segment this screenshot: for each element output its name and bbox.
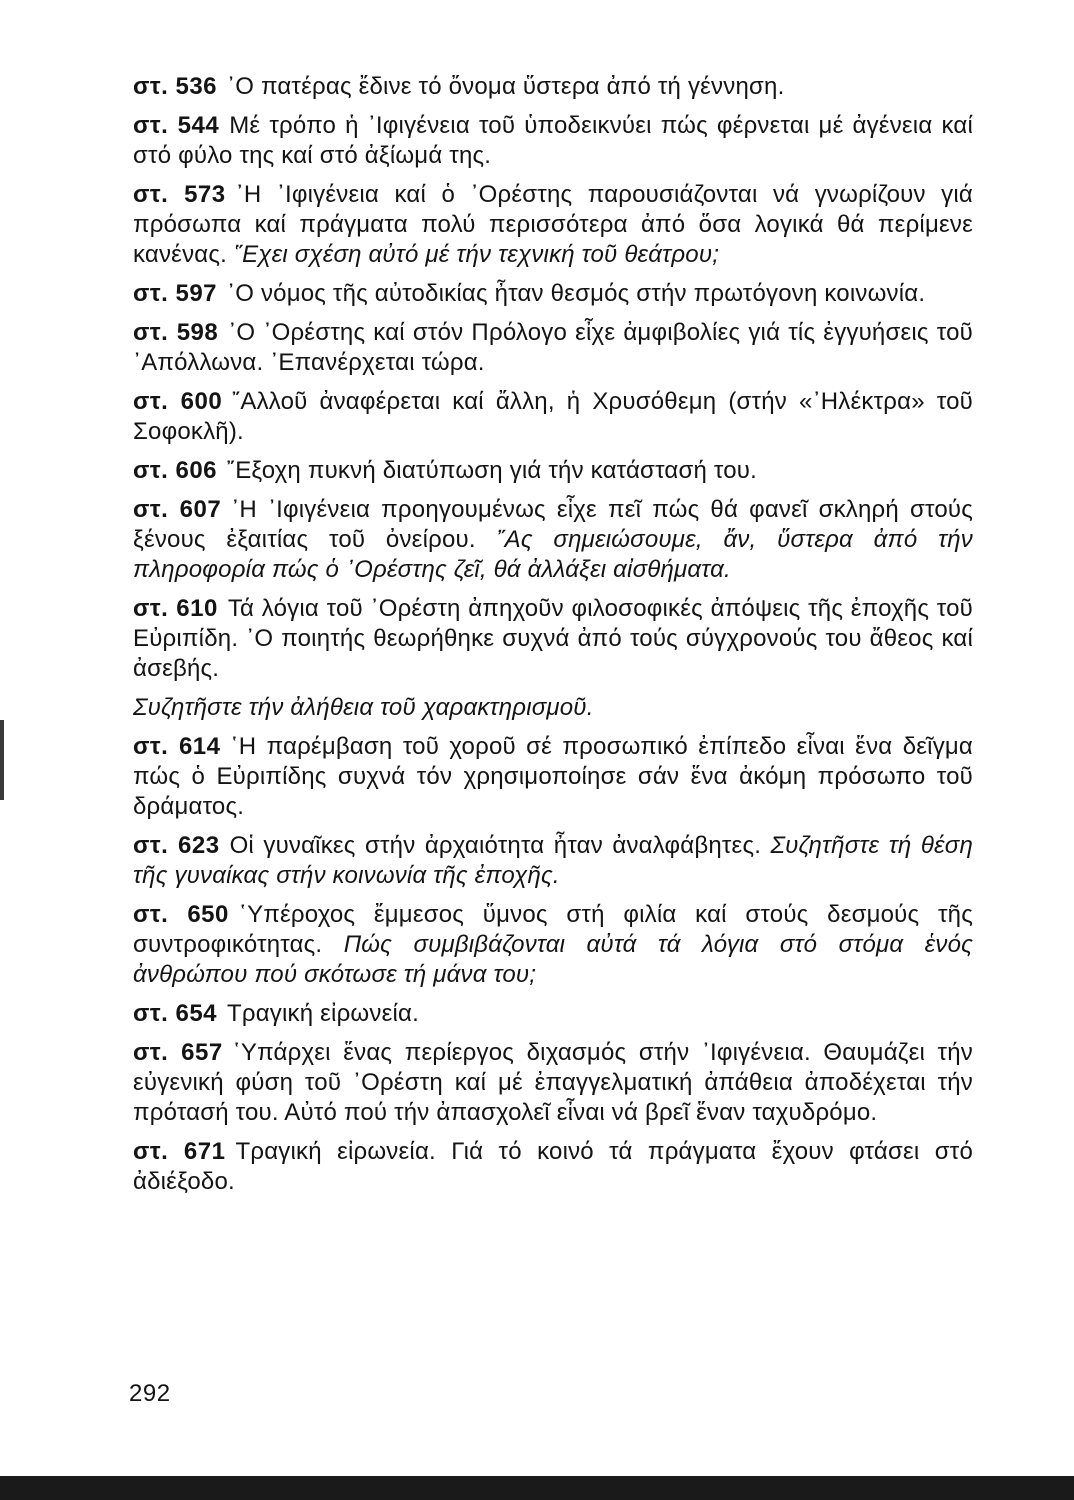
- verse-label: στ. 623: [133, 832, 220, 859]
- verse-label: στ. 598: [133, 319, 219, 346]
- note-text: ῎Αλλοῦ ἀναφέρεται καί ἄλλη, ἡ Χρυσόθεμη (στήν «᾽Ηλέκτρα» τοῦ Σοφοκλῆ).: [133, 388, 973, 445]
- note-italic-question: ῞Εχει σχέση αὐτό μέ τήν τεχνική τοῦ θεάτρου;: [233, 241, 720, 268]
- note-text: ᾽Ο ᾽Ορέστης καί στόν Πρόλογο εἶχε ἀμφιβολίες γιά τίς ἐγγυήσεις τοῦ ᾽Απόλλωνα. ᾽Επανέρχεται τώρα.: [133, 319, 973, 376]
- note-657: [133, 1038, 973, 1128]
- note-650: [133, 900, 973, 990]
- verse-label: στ. 650: [133, 901, 229, 928]
- note-607: [133, 495, 973, 585]
- verse-label: στ. 607: [133, 496, 222, 523]
- note-text: Οἱ γυναῖκες στήν ἀρχαιότητα ἦταν ἀναλφάβητες.: [229, 832, 762, 859]
- page-number: 292: [129, 1380, 171, 1407]
- note-text: ᾽Η ᾽Ιφιγένεια προηγουμένως εἶχε πεῖ πώς θά φανεῖ σκληρή στούς ξένους ἐξαιτίας τοῦ ὀνείρου.: [133, 496, 973, 553]
- note-italic-question: Συζητῆστε τή θέση τῆς γυναίκας στήν κοινωνία τῆς ἐποχῆς.: [133, 832, 973, 889]
- note-598: [133, 318, 973, 378]
- note-654: [133, 999, 973, 1029]
- note-text: ῾Η παρέμβαση τοῦ χοροῦ σέ προσωπικό ἐπίπεδο εἶναι ἕνα δεῖγμα πώς ὁ Εὐριπίδης συχνά τόν χρησιμοποίησε σάν ἕνα ἀκόμη πρόσωπο τοῦ δράματος.: [133, 733, 973, 820]
- note-italic-question: Πώς συμβιβάζονται αὐτά τά λόγια στό στόμα ἑνός ἀνθρώπου πού σκότωσε τή μάνα του;: [133, 931, 973, 988]
- note-text: ῾Υπάρχει ἕνας περίεργος διχασμός στήν ᾽Ιφιγένεια. Θαυμάζει τήν εὐγενική φύση τοῦ ᾽Ορέστη καί μέ ἐπαγγελματική ἀπάθεια ἀποδέχεται τήν πρότασή του. Αὐτό πού τήν ἀπασχολεῖ εἶναι νά βρεῖ ἕναν ταχυδρόμο.: [133, 1039, 973, 1126]
- verse-label: στ. 606: [133, 457, 218, 484]
- verse-label: στ. 573: [133, 181, 226, 208]
- note-573: [133, 180, 973, 270]
- note-614: [133, 732, 973, 822]
- verse-label: στ. 671: [133, 1138, 226, 1165]
- note-610: [133, 594, 973, 684]
- verse-label: στ. 597: [133, 280, 218, 307]
- note-text: Τά λόγια τοῦ ᾽Ορέστη ἀπηχοῦν φιλοσοφικές ἀπόψεις τῆς ἐποχῆς τοῦ Εὐριπίδη. ᾽Ο ποιητής θεωρήθηκε συχνά ἀπό τούς σύγχρονούς του ἄθεος καί ἀσεβής.: [133, 595, 973, 682]
- note-544: [133, 111, 973, 171]
- note-597: [133, 279, 973, 309]
- note-text: ᾽Η ᾽Ιφιγένεια καί ὁ ᾽Ορέστης παρουσιάζονται νά γνωρίζουν γιά πρόσωπα καί πράγματα πολύ περισσότερα ἀπό ὅσα λογικά θά περίμενε κανένας.: [133, 181, 973, 268]
- note-text: Τραγική εἰρωνεία. Γιά τό κοινό τά πράγματα ἔχουν φτάσει στό ἀδιέξοδο.: [133, 1138, 973, 1195]
- verse-label: στ. 544: [133, 112, 220, 139]
- commentary-notes: [133, 72, 973, 1206]
- note-623: [133, 831, 973, 891]
- note-671: [133, 1137, 973, 1197]
- note-536: [133, 72, 973, 102]
- verse-label: στ. 614: [133, 733, 221, 760]
- note-606: [133, 456, 973, 486]
- discussion-prompt: [133, 693, 973, 723]
- note-text: ῎Εξοχη πυκνή διατύπωση γιά τήν κατάστασή του.: [227, 457, 757, 484]
- note-text: Μέ τρόπο ἡ ᾽Ιφιγένεια τοῦ ὑποδεικνύει πώς φέρνεται μέ ἀγένεια καί στό φύλο της καί στό ἀξίωμά της.: [133, 112, 973, 169]
- scan-edge-mark: [0, 720, 4, 800]
- verse-label: στ. 600: [133, 388, 223, 415]
- note-600: [133, 387, 973, 447]
- verse-label: στ. 654: [133, 1000, 218, 1027]
- note-text: ᾽Ο πατέρας ἔδινε τό ὄνομα ὕστερα ἀπό τή γέννηση.: [227, 73, 785, 100]
- note-italic-question: ῎Ας σημειώσουμε, ἄν, ὕστερα ἀπό τήν πληροφορία πώς ὁ ᾽Ορέστης ζεῖ, θά ἀλλάξει αἰσθήματα.: [133, 526, 974, 583]
- note-italic-question: Συζητῆστε τήν ἀλήθεια τοῦ χαρακτηρισμοῦ.: [133, 694, 594, 721]
- note-text: ῾Υπέροχος ἔμμεσος ὕμνος στή φιλία καί στούς δεσμούς τῆς συντροφικότητας.: [133, 901, 973, 958]
- note-text: Τραγική εἰρωνεία.: [227, 1000, 419, 1027]
- verse-label: στ. 657: [133, 1039, 223, 1066]
- verse-label: στ. 610: [133, 595, 218, 622]
- scan-bottom-edge: [0, 1476, 1074, 1500]
- verse-label: στ. 536: [133, 73, 218, 100]
- note-text: ᾽Ο νόμος τῆς αὐτοδικίας ἦταν θεσμός στήν πρωτόγονη κοινωνία.: [227, 280, 926, 307]
